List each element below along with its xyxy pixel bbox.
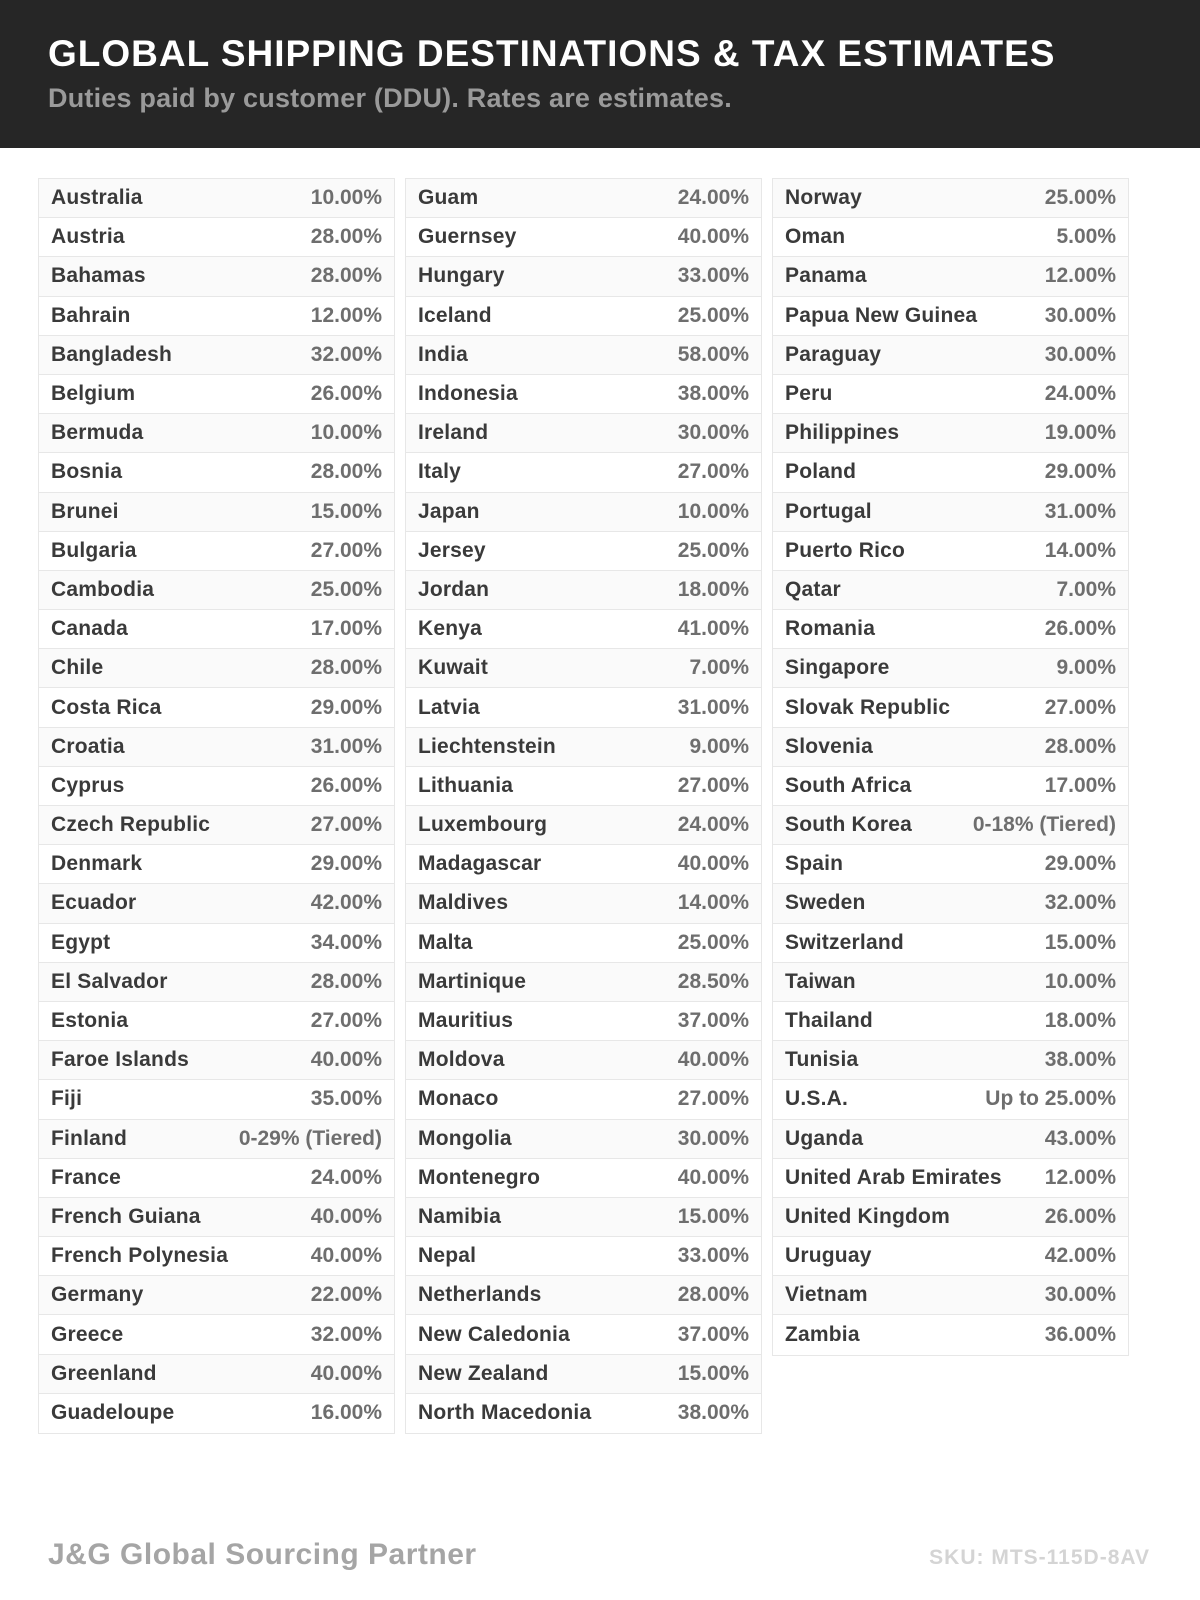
country-name: Martinique [418,969,527,993]
country-name: Uruguay [785,1244,872,1268]
country-name: Namibia [418,1204,502,1228]
tax-rate-value: 28.00% [310,225,382,249]
table-row [773,179,1128,218]
table-row [39,453,394,492]
tax-rate-value: 24.00% [310,1165,382,1189]
table-row [406,963,761,1002]
table-row [39,571,394,610]
tax-rate-value: 19.00% [1044,421,1116,445]
country-name: Romania [785,617,876,641]
country-name: Costa Rica [51,695,162,719]
country-name: Kenya [418,617,483,641]
table-row [773,1120,1128,1159]
table-row [406,1315,761,1354]
country-name: Italy [418,460,462,484]
tax-rate-value: 10.00% [310,421,382,445]
tax-rate-value: 38.00% [1044,1048,1116,1072]
table-row [773,1198,1128,1237]
country-name: Montenegro [418,1165,541,1189]
tax-rate-value: 40.00% [677,225,749,249]
tax-rate-value: 29.00% [310,695,382,719]
table-row [39,884,394,923]
country-name: Norway [785,186,863,210]
table-row [773,963,1128,1002]
table-row [773,571,1128,610]
table-row [406,1080,761,1119]
tax-rate-value: 15.00% [1044,930,1116,954]
tax-rate-value: 25.00% [677,538,749,562]
tax-rate-value: 30.00% [677,1126,749,1150]
country-name: United Kingdom [785,1204,950,1228]
table-row [773,375,1128,414]
tax-rate-value: 31.00% [310,734,382,758]
tax-rate-value: 27.00% [677,1087,749,1111]
country-name: Liechtenstein [418,734,556,758]
sku-label: SKU: MTS-115D-8AV [929,1546,1150,1569]
table-row [773,414,1128,453]
country-name: Uganda [785,1126,864,1150]
table-row [773,649,1128,688]
country-name: French Polynesia [51,1244,229,1268]
tax-rates-table [38,178,1129,1434]
country-name: Portugal [785,499,872,523]
tax-rate-value: 12.00% [310,303,382,327]
table-row [773,1041,1128,1080]
country-name: South Africa [785,773,912,797]
tax-rate-value: 26.00% [310,773,382,797]
country-name: Guernsey [418,225,517,249]
table-row [406,453,761,492]
country-name: Mongolia [418,1126,512,1150]
country-name: Luxembourg [418,813,548,837]
country-name: Slovenia [785,734,873,758]
country-name: Oman [785,225,846,249]
table-row [773,806,1128,845]
tax-rate-value: 40.00% [310,1204,382,1228]
country-name: Maldives [418,891,509,915]
country-name: Bosnia [51,460,123,484]
tax-rate-value: 18.00% [677,577,749,601]
tax-rate-value: 32.00% [310,1322,382,1346]
tax-rate-value: 10.00% [310,186,382,210]
country-name: Kuwait [418,656,489,680]
tax-rate-value: 31.00% [677,695,749,719]
country-name: Qatar [785,577,841,601]
table-row [39,963,394,1002]
tax-rate-value: 9.00% [689,734,749,758]
country-name: Iceland [418,303,492,327]
tax-rate-value: 12.00% [1044,264,1116,288]
country-name: Vietnam [785,1283,868,1307]
country-name: Canada [51,617,129,641]
table-row [773,610,1128,649]
table-row [773,453,1128,492]
country-name: Taiwan [785,969,856,993]
table-row [39,1120,394,1159]
table-row [39,375,394,414]
tax-rate-value: 36.00% [1044,1323,1116,1347]
table-row [406,845,761,884]
table-row [39,1237,394,1276]
tax-rate-value: 40.00% [310,1048,382,1072]
table-row [406,728,761,767]
country-name: North Macedonia [418,1401,592,1425]
tax-rate-value: 29.00% [1044,460,1116,484]
table-row [406,610,761,649]
tax-rate-value: 5.00% [1056,225,1116,249]
table-row [406,532,761,571]
tax-rate-value: 28.00% [310,264,382,288]
table-row [773,1159,1128,1198]
country-name: Chile [51,656,104,680]
tax-rate-value: 26.00% [1044,1204,1116,1228]
table-row [39,532,394,571]
country-name: India [418,342,469,366]
table-row [39,493,394,532]
country-name: Thailand [785,1009,873,1033]
table-row [773,1237,1128,1276]
country-name: United Arab Emirates [785,1165,1002,1189]
country-name: Jordan [418,577,490,601]
table-row [39,336,394,375]
country-name: U.S.A. [785,1087,849,1111]
country-name: Japan [418,499,480,523]
country-name: Cyprus [51,773,125,797]
tax-rate-value: 29.00% [1044,852,1116,876]
tax-rate-value: 14.00% [677,891,749,915]
table-row [406,688,761,727]
tax-rate-value: 12.00% [1044,1165,1116,1189]
country-name: Mauritius [418,1009,514,1033]
table-row [39,1002,394,1041]
country-name: Greece [51,1322,124,1346]
country-name: Moldova [418,1048,505,1072]
tax-rate-value: 35.00% [310,1087,382,1111]
country-name: Poland [785,460,857,484]
tax-rate-value: 17.00% [310,617,382,641]
table-row [406,336,761,375]
table-row [406,1041,761,1080]
tax-rate-value: 40.00% [677,1165,749,1189]
tax-rate-value: 34.00% [310,930,382,954]
country-name: Netherlands [418,1283,542,1307]
country-name: South Korea [785,813,913,837]
country-name: Tunisia [785,1048,859,1072]
country-name: Finland [51,1126,128,1150]
table-row [406,806,761,845]
country-name: Papua New Guinea [785,303,978,327]
table-row [39,728,394,767]
table-row [39,218,394,257]
tax-rate-value: 30.00% [1044,342,1116,366]
tax-rate-value: 27.00% [1044,695,1116,719]
country-name: France [51,1165,122,1189]
table-row [773,1276,1128,1315]
table-row [39,610,394,649]
country-name: Spain [785,852,844,876]
country-name: Jersey [418,538,486,562]
tax-rate-value: 25.00% [310,577,382,601]
country-name: Guam [418,186,479,210]
country-name: Greenland [51,1361,157,1385]
country-name: Ireland [418,421,489,445]
country-name: French Guiana [51,1204,201,1228]
page-title: GLOBAL SHIPPING DESTINATIONS & TAX ESTIMATES [48,33,1056,74]
tax-rate-value: 40.00% [310,1361,382,1385]
tax-rate-value: 40.00% [677,1048,749,1072]
tax-rate-value: 7.00% [1056,577,1116,601]
country-name: Bahrain [51,303,131,327]
table-row [39,1315,394,1354]
country-name: Philippines [785,421,900,445]
tax-rate-value: 24.00% [677,813,749,837]
country-name: Australia [51,186,143,210]
tax-rate-value: 7.00% [689,656,749,680]
country-name: Slovak Republic [785,695,951,719]
table-row [406,571,761,610]
tax-rate-value: 24.00% [677,186,749,210]
table-row [39,767,394,806]
country-name: Fiji [51,1087,83,1111]
country-name: Indonesia [418,382,518,406]
table-row [406,493,761,532]
country-name: Denmark [51,852,143,876]
table-row [773,1080,1128,1119]
country-name: Ecuador [51,891,137,915]
country-name: Panama [785,264,867,288]
country-name: Bermuda [51,421,144,445]
country-name: Madagascar [418,852,542,876]
tax-rate-value: 24.00% [1044,382,1116,406]
table-row [406,297,761,336]
tax-rate-value: 9.00% [1056,656,1116,680]
tax-rate-value: 10.00% [1044,969,1116,993]
table-row [773,218,1128,257]
header [0,0,1200,148]
tax-rate-value: 28.50% [677,969,749,993]
table-row [773,728,1128,767]
tax-rate-value: 0-18% (Tiered) [972,813,1116,837]
country-name: Brunei [51,499,119,523]
table-row [406,179,761,218]
country-name: Austria [51,225,125,249]
table-row [39,1355,394,1394]
table-row [39,297,394,336]
tax-rate-value: 33.00% [677,264,749,288]
tax-rate-value: 28.00% [310,460,382,484]
table-row [773,1315,1128,1354]
tax-rate-value: 15.00% [677,1361,749,1385]
table-row [39,649,394,688]
country-name: Egypt [51,930,111,954]
tax-rate-value: 25.00% [677,930,749,954]
tax-rate-value: 26.00% [1044,617,1116,641]
table-row [406,1198,761,1237]
country-name: Belgium [51,382,136,406]
table-row [773,532,1128,571]
tax-rate-value: 27.00% [677,773,749,797]
table-row [773,1002,1128,1041]
tax-rate-value: 25.00% [1044,186,1116,210]
table-row [406,1394,761,1433]
country-name: Estonia [51,1009,129,1033]
tax-rate-value: 27.00% [310,813,382,837]
country-name: Germany [51,1283,144,1307]
country-name: Malta [418,930,473,954]
tax-rate-value: 15.00% [677,1204,749,1228]
table-row [406,218,761,257]
table-row [773,297,1128,336]
tax-rate-value: 43.00% [1044,1126,1116,1150]
tax-rate-value: 33.00% [677,1244,749,1268]
tax-rate-value: 40.00% [310,1244,382,1268]
table-row [39,257,394,296]
tax-rate-value: 30.00% [677,421,749,445]
tax-rate-value: 25.00% [677,303,749,327]
tax-rate-value: 27.00% [310,1009,382,1033]
table-row [773,924,1128,963]
tax-rate-value: 38.00% [677,1401,749,1425]
country-name: Lithuania [418,773,514,797]
country-name: Croatia [51,734,125,758]
table-row [773,884,1128,923]
brand-name: J&G Global Sourcing Partner [48,1538,477,1571]
table-row [406,924,761,963]
tax-rate-value: 0-29% (Tiered) [238,1126,382,1150]
tax-rate-value: 29.00% [310,852,382,876]
table-row [39,924,394,963]
country-name: Czech Republic [51,813,211,837]
tax-rate-value: 17.00% [1044,773,1116,797]
country-name: Guadeloupe [51,1401,175,1425]
table-row [773,688,1128,727]
table-row [406,375,761,414]
tax-rate-value: Up to 25.00% [985,1087,1116,1111]
tax-rate-value: 22.00% [310,1283,382,1307]
table-row [406,257,761,296]
table-row [406,1120,761,1159]
tax-rate-value: 28.00% [310,656,382,680]
table-row [773,257,1128,296]
tax-rate-value: 26.00% [310,382,382,406]
tax-rate-value: 30.00% [1044,303,1116,327]
rates-column [405,178,762,1434]
country-name: El Salvador [51,969,168,993]
table-row [39,1159,394,1198]
tax-rate-value: 58.00% [677,342,749,366]
tax-rate-value: 42.00% [310,891,382,915]
table-row [773,493,1128,532]
tax-rate-value: 28.00% [677,1283,749,1307]
country-name: Hungary [418,264,505,288]
table-row [39,1041,394,1080]
table-row [406,1002,761,1041]
table-row [39,1276,394,1315]
country-name: Paraguay [785,342,882,366]
table-row [39,806,394,845]
table-row [406,1355,761,1394]
country-name: Switzerland [785,930,904,954]
table-row [773,767,1128,806]
country-name: Puerto Rico [785,538,906,562]
footer [48,1538,1150,1572]
tax-rate-value: 27.00% [310,538,382,562]
country-name: Singapore [785,656,890,680]
table-row [39,845,394,884]
tax-rate-value: 31.00% [1044,499,1116,523]
country-name: Sweden [785,891,866,915]
table-row [39,1198,394,1237]
table-row [406,414,761,453]
table-row [406,767,761,806]
tax-rate-value: 32.00% [310,342,382,366]
table-row [773,845,1128,884]
tax-rate-value: 28.00% [1044,734,1116,758]
tax-rate-value: 41.00% [677,617,749,641]
tax-rate-value: 42.00% [1044,1244,1116,1268]
table-row [39,688,394,727]
tax-rate-value: 10.00% [677,499,749,523]
table-row [406,884,761,923]
table-row [406,649,761,688]
table-row [406,1276,761,1315]
rates-column [38,178,395,1434]
table-row [39,414,394,453]
tax-rate-value: 14.00% [1044,538,1116,562]
tax-rate-value: 32.00% [1044,891,1116,915]
country-name: Faroe Islands [51,1048,189,1072]
table-row [39,179,394,218]
country-name: Bahamas [51,264,146,288]
country-name: Monaco [418,1087,499,1111]
tax-rate-value: 38.00% [677,382,749,406]
table-row [406,1159,761,1198]
country-name: Latvia [418,695,480,719]
country-name: New Zealand [418,1361,549,1385]
tax-rate-value: 27.00% [677,460,749,484]
country-name: Bulgaria [51,538,137,562]
country-name: Cambodia [51,577,155,601]
tax-rate-value: 15.00% [310,499,382,523]
rates-column [772,178,1129,1356]
country-name: Zambia [785,1323,860,1347]
country-name: Bangladesh [51,342,173,366]
country-name: Nepal [418,1244,477,1268]
tax-rate-value: 37.00% [677,1009,749,1033]
page-subtitle: Duties paid by customer (DDU). Rates are estimates. [48,82,732,113]
table-row [773,336,1128,375]
table-row [406,1237,761,1276]
tax-rate-value: 16.00% [310,1401,382,1425]
tax-rate-value: 40.00% [677,852,749,876]
country-name: New Caledonia [418,1322,570,1346]
tax-rate-value: 37.00% [677,1322,749,1346]
table-row [39,1080,394,1119]
tax-rate-value: 18.00% [1044,1009,1116,1033]
table-row [39,1394,394,1433]
tax-rate-value: 30.00% [1044,1283,1116,1307]
country-name: Peru [785,382,833,406]
tax-rate-value: 28.00% [310,969,382,993]
